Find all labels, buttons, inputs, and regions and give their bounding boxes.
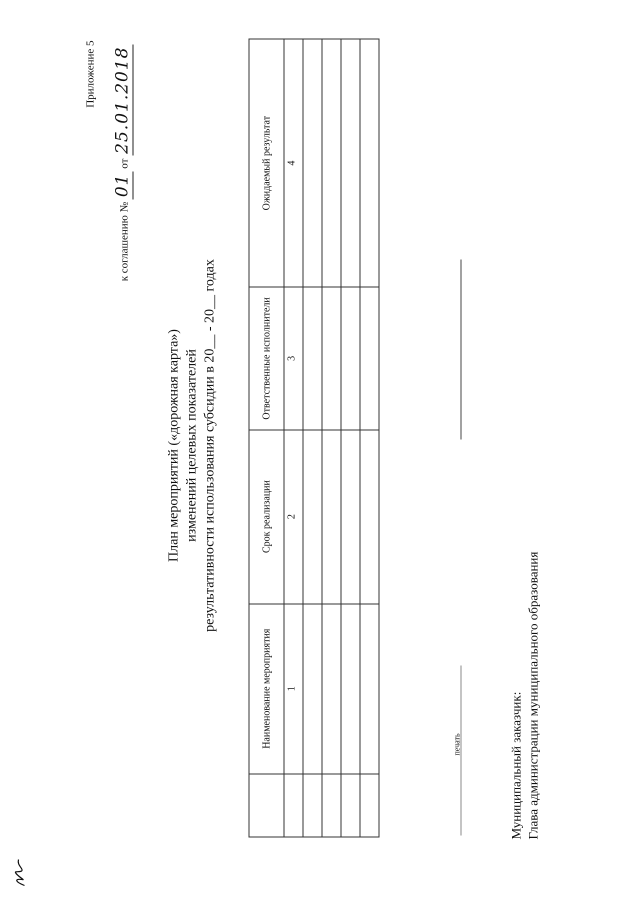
agreement-date: 25.01.2018 [112,46,132,154]
title-line-3: результативности использования субсидии в 20__ - 20__ годах [202,258,217,632]
agreement-number: 01 [112,173,132,197]
agreement-date-prefix: от [118,158,130,169]
signature-line [460,259,461,439]
table-number-row [284,39,303,837]
agreement-reference [112,44,132,281]
title-line-2: изменений целевых показателей [184,348,199,542]
table-row [322,39,341,837]
column-header-result: Ожидаемый результат [249,39,284,287]
table-row [360,39,379,837]
table-cell [249,773,284,836]
agreement-prefix: к соглашению № [118,201,130,281]
column-number-1: 1 [284,603,303,773]
annex-label: Приложение 5 [84,40,96,108]
column-number-2: 2 [284,429,303,603]
customer-block [507,551,541,839]
table-cell [284,773,303,836]
customer-line-2: Глава администрации муниципального образования [525,551,540,839]
customer-line-1: Муниципальный заказчик: [508,691,523,839]
table-row [303,39,322,837]
table-header-row [249,39,284,837]
plan-table [248,38,379,837]
column-header-name: Наименование мероприятия [249,603,284,773]
stamp-label: печать [452,732,461,755]
initials-icon [12,857,26,887]
title-line-1: План мероприятий («дорожная карта») [166,328,181,562]
column-number-3: 3 [284,287,303,429]
column-header-responsible: Ответственные исполнители [249,287,284,429]
column-header-term: Срок реализации [249,429,284,603]
table-row [341,39,360,837]
column-number-4: 4 [284,39,303,287]
